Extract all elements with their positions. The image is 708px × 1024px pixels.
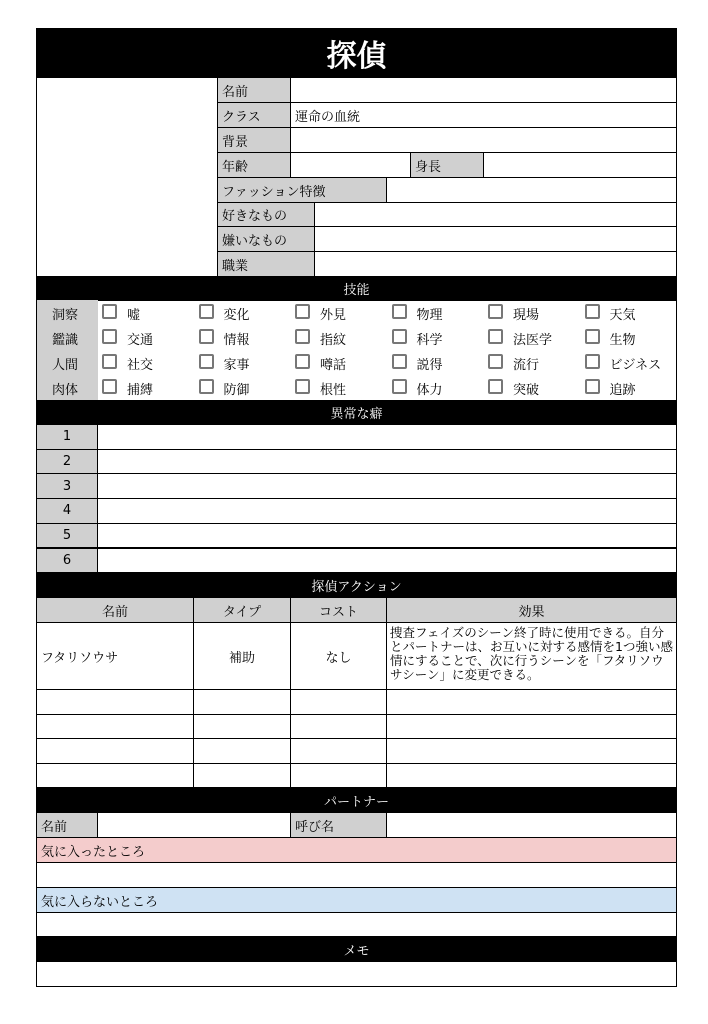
partner-nickname-field[interactable] [386,812,677,838]
column-header-type: タイプ [193,597,291,623]
skill-checkbox[interactable] [295,379,310,394]
skill-label: 説得 [416,358,443,373]
skill-checkbox[interactable] [199,354,214,369]
portrait-box[interactable] [36,77,218,277]
action-cell[interactable] [290,738,387,764]
skill-label: 科学 [416,333,443,348]
partner-likes-label: 気に入ったところ [36,837,677,863]
quirks-header: 異常な癖 [36,400,677,425]
quirk-number: 3 [36,473,98,499]
action-cell[interactable] [290,689,387,715]
quirk-field[interactable] [97,548,677,574]
action-cell[interactable] [193,763,291,789]
likes-field[interactable] [314,202,677,227]
dislikes-label: 嫌いなもの [217,226,315,252]
quirk-number: 2 [36,449,98,475]
class-field[interactable]: 運命の血統 [290,102,677,128]
skill-checkbox[interactable] [102,329,117,344]
partner-nickname-label: 呼び名 [290,812,387,838]
quirk-field[interactable] [97,523,677,549]
skill-category-label: 洞察 [52,308,79,323]
column-header-name: 名前 [36,597,194,623]
action-cell[interactable] [193,714,291,740]
job-label: 職業 [217,251,315,277]
action-type[interactable]: 補助 [193,622,291,690]
skill-label: 情報 [223,333,250,348]
skill-label: 変化 [223,308,250,323]
skill-label: 家事 [223,358,250,373]
skill-checkbox[interactable] [199,304,214,319]
skill-checkbox[interactable] [199,329,214,344]
skill-label: 生物 [609,333,636,348]
class-label: クラス [217,102,291,128]
skill-label: 社交 [127,358,154,373]
skill-label: 現場 [513,308,540,323]
skill-category-label: 肉体 [52,383,79,398]
partner-dislikes-field[interactable] [36,912,677,937]
age-label: 年齢 [217,152,291,178]
skill-label: 突破 [513,383,540,398]
skill-label: 追跡 [609,383,636,398]
partner-dislikes-label: 気に入らないところ [36,887,677,913]
action-cell[interactable] [386,763,677,789]
dislikes-field[interactable] [314,226,677,252]
action-cell[interactable] [290,714,387,740]
age-field[interactable] [290,152,411,178]
background-label: 背景 [217,127,291,153]
action-cell[interactable] [36,763,194,789]
quirk-field[interactable] [97,449,677,475]
skill-label: 捕縛 [127,383,154,398]
fashion-label: ファッション特徴 [217,177,387,203]
name-field[interactable] [290,77,677,103]
skill-label: 法医学 [513,333,553,348]
action-cell[interactable] [193,738,291,764]
action-cell[interactable] [386,714,677,740]
skill-checkbox[interactable] [102,379,117,394]
skill-label: 根性 [320,383,347,398]
skill-label: 嘘 [127,308,141,323]
action-effect[interactable]: 捜査フェイズのシーン終了時に使用できる。自分とパートナーは、お互いに対する感情を1つ強い感情にすることで、次に行うシーンを「フタリソウサシーン」に変更できる。 [386,622,677,690]
skill-checkbox[interactable] [488,304,503,319]
actions-header: 探偵アクション [36,572,677,598]
skill-checkbox[interactable] [295,304,310,319]
action-cell[interactable] [193,689,291,715]
partner-name-label: 名前 [36,812,98,838]
skill-label: 天気 [609,308,636,323]
quirk-field[interactable] [97,473,677,499]
skill-label: 噂話 [320,358,347,373]
skill-checkbox[interactable] [585,329,600,344]
skill-checkbox[interactable] [488,354,503,369]
partner-header: パートナー [36,787,677,813]
skill-checkbox[interactable] [295,354,310,369]
job-field[interactable] [314,251,677,277]
action-name[interactable]: フタリソウサ [36,622,194,690]
quirk-number: 5 [36,523,98,549]
fashion-field[interactable] [386,177,677,203]
skill-checkbox[interactable] [102,304,117,319]
skill-category-label: 鑑識 [52,333,79,348]
partner-likes-field[interactable] [36,862,677,888]
skills-header: 技能 [36,276,677,301]
column-header-effect: 効果 [386,597,677,623]
skill-checkbox[interactable] [392,379,407,394]
height-label: 身長 [410,152,484,178]
quirk-number: 4 [36,498,98,524]
page-title: 探偵 [36,28,677,78]
skill-label: 物理 [416,308,443,323]
skill-checkbox[interactable] [585,304,600,319]
skill-label: 体力 [416,383,443,398]
skill-label: 流行 [513,358,540,373]
skill-checkbox[interactable] [488,379,503,394]
quirk-field[interactable] [97,424,677,450]
quirk-field[interactable] [97,498,677,524]
skill-label: ビジネス [609,358,662,373]
partner-name-field[interactable] [97,812,291,838]
skill-checkbox[interactable] [295,329,310,344]
skill-checkbox[interactable] [392,329,407,344]
action-cell[interactable] [36,689,194,715]
memo-field[interactable] [36,961,677,987]
column-header-cost: コスト [290,597,387,623]
action-cell[interactable] [36,738,194,764]
background-field[interactable] [290,127,677,153]
action-cell[interactable] [290,763,387,789]
skill-checkbox[interactable] [585,379,600,394]
skill-checkbox[interactable] [199,379,214,394]
skill-checkbox[interactable] [102,354,117,369]
skill-checkbox[interactable] [488,329,503,344]
quirk-number: 6 [36,548,98,574]
quirk-number: 1 [36,424,98,450]
height-field[interactable] [483,152,677,178]
skill-checkbox[interactable] [392,304,407,319]
likes-label: 好きなもの [217,202,315,227]
skill-category-label: 人間 [52,358,79,373]
action-cell[interactable] [386,738,677,764]
action-cell[interactable] [386,689,677,715]
memo-header: メモ [36,936,677,962]
skill-checkbox[interactable] [585,354,600,369]
skill-label: 外見 [320,308,347,323]
skill-label: 防御 [223,383,250,398]
action-cell[interactable] [36,714,194,740]
skill-label: 交通 [127,333,154,348]
skill-checkbox[interactable] [392,354,407,369]
name-label: 名前 [217,77,291,103]
action-cost[interactable]: なし [290,622,387,690]
skill-label: 指紋 [320,333,347,348]
